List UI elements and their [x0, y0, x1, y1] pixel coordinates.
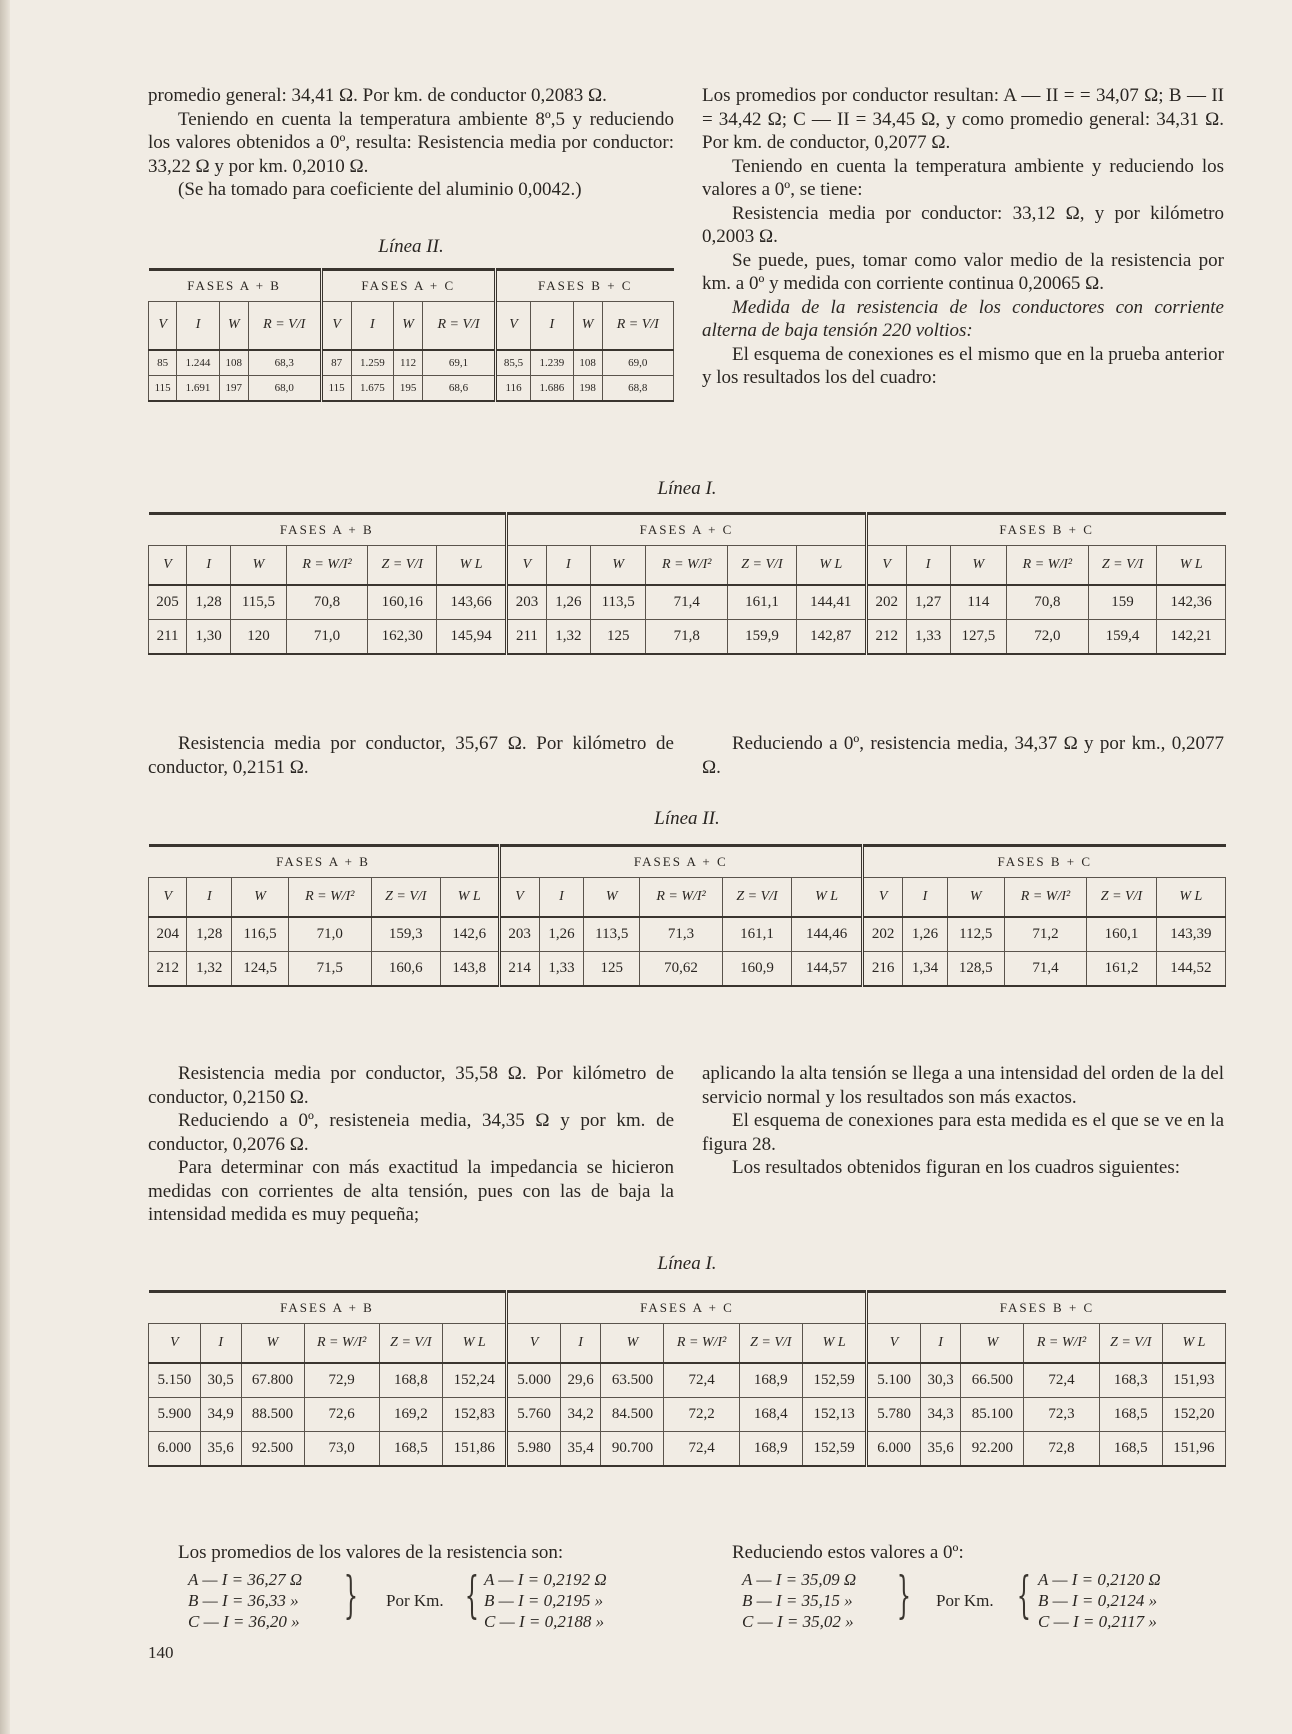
column-header: V	[866, 546, 906, 586]
averages-left-title	[148, 1541, 674, 1565]
table-cell: 71,4	[646, 585, 728, 620]
table-cell: 142,87	[796, 620, 866, 655]
column-header: V	[149, 546, 187, 586]
table-cell: 66.500	[961, 1363, 1024, 1398]
table-cell: 1,33	[906, 620, 950, 655]
column-header: W L	[802, 1324, 867, 1364]
column-header: R = W/I²	[304, 1324, 379, 1364]
table-cell: 152,59	[802, 1432, 867, 1467]
column-header: Z = V/I	[368, 546, 437, 586]
column-header: W L	[792, 878, 863, 918]
table-cell: 1.239	[531, 350, 574, 376]
table-cell: 70,8	[1007, 585, 1089, 620]
avg-value: A — I = 0,2192 Ω	[484, 1570, 607, 1589]
table-row	[149, 952, 1226, 987]
table-cell: 127,5	[950, 620, 1006, 655]
table-cell: 212	[149, 952, 187, 987]
table-cell: 1.259	[351, 350, 394, 376]
table-cell: 71,5	[289, 952, 372, 987]
table-cell: 160,1	[1087, 917, 1156, 952]
table-cell: 67.800	[241, 1363, 304, 1398]
avg-value: C — I = 0,2117 »	[1038, 1612, 1157, 1631]
table-row	[149, 1363, 1226, 1398]
avg-value: B — I = 36,33 »	[188, 1591, 299, 1610]
column-header: W	[950, 546, 1006, 586]
left-brace: {	[464, 1566, 480, 1624]
group-header: FASES A + C	[321, 270, 495, 302]
column-header: V	[149, 878, 187, 918]
table-cell: 114	[950, 585, 1006, 620]
column-header: R = W/I²	[646, 546, 728, 586]
column-header: W L	[440, 878, 499, 918]
paragraph: Los resultados obtenidos figuran en los cuadros siguientes:	[732, 1157, 1181, 1178]
table-cell: 113,5	[584, 917, 640, 952]
table-cell: 108	[573, 350, 602, 376]
table-cell: 1,26	[539, 917, 584, 952]
table-cell: 168,9	[739, 1432, 802, 1467]
table-cell: 5.780	[867, 1398, 920, 1432]
column-header: Z = V/I	[371, 878, 440, 918]
table-cell: 143,8	[440, 952, 499, 987]
table-cell: 143,39	[1156, 917, 1225, 952]
table-cell: 169,2	[379, 1398, 442, 1432]
table-cell: 5.000	[507, 1363, 560, 1398]
column-header: V	[863, 878, 903, 918]
table-cell: 108	[219, 350, 248, 376]
table-cell: 116	[495, 375, 530, 401]
table-cell: 144,41	[796, 585, 866, 620]
table-cell: 116,5	[232, 917, 289, 952]
table-cell: 160,9	[722, 952, 791, 987]
table-cell: 128,5	[947, 952, 1004, 987]
table-cell: 72,0	[1007, 620, 1089, 655]
column-header: V	[867, 1324, 920, 1364]
group-header: FASES A + B	[149, 514, 507, 546]
table-cell: 161,1	[728, 585, 797, 620]
table-cell: 1.675	[351, 375, 394, 401]
table-cell: 1,28	[187, 917, 232, 952]
table-cell: 85,5	[495, 350, 530, 376]
avg-value: C — I = 36,20 »	[188, 1612, 300, 1631]
table-cell: 144,57	[792, 952, 863, 987]
table-cell: 112,5	[947, 917, 1004, 952]
table-cell: 70,8	[286, 585, 368, 620]
paragraph: Resistencia media por conductor, 35,58 Ω. Por kilómetro de conductor, 0,2150 Ω.	[148, 1063, 674, 1108]
data-table-linea-i	[148, 512, 1226, 655]
table-cell: 168,5	[1099, 1398, 1162, 1432]
group-header: FASES A + C	[507, 1292, 867, 1324]
table-cell: 34,2	[560, 1398, 601, 1432]
table-cell: 72,2	[664, 1398, 739, 1432]
column-header: W	[961, 1324, 1024, 1364]
table-cell: 152,24	[442, 1363, 507, 1398]
table-cell: 30,5	[200, 1363, 241, 1398]
avg-value: C — I = 35,02 »	[742, 1612, 854, 1631]
column-header: W	[601, 1324, 664, 1364]
table-cell: 152,83	[442, 1398, 507, 1432]
table-row	[149, 917, 1226, 952]
per-km-label: Por Km.	[386, 1591, 444, 1610]
left-values-list	[188, 1569, 302, 1632]
avg-value: B — I = 0,2195 »	[484, 1591, 604, 1610]
column-header: R = W/I²	[1007, 546, 1089, 586]
table-cell: 202	[863, 917, 903, 952]
table-cell: 1,30	[187, 620, 231, 655]
column-header: Z = V/I	[379, 1324, 442, 1364]
table-cell: 151,96	[1162, 1432, 1225, 1467]
table-cell: 90.700	[601, 1432, 664, 1467]
table-cell: 144,46	[792, 917, 863, 952]
table-cell: 1.686	[531, 375, 574, 401]
table-cell: 69,1	[423, 350, 496, 376]
table-cell: 92.500	[241, 1432, 304, 1467]
table-cell: 168,8	[379, 1363, 442, 1398]
table-cell: 1,28	[187, 585, 231, 620]
column-header: W L	[437, 546, 507, 586]
column-header: Z = V/I	[1088, 546, 1157, 586]
table-cell: 203	[499, 917, 539, 952]
column-header: I	[351, 302, 394, 350]
table-cell: 72,9	[304, 1363, 379, 1398]
table-cell: 1,33	[539, 952, 584, 987]
table-cell: 30,3	[920, 1363, 961, 1398]
avg-value: A — I = 0,2120 Ω	[1038, 1570, 1161, 1589]
table-cell: 162,30	[368, 620, 437, 655]
column-header: Z = V/I	[1087, 878, 1156, 918]
paragraph-italic: Medida de la resistencia de los conductores con corriente alterna de baja tensión 220 voltios:	[702, 296, 1224, 341]
table-cell: 85	[149, 350, 177, 376]
table-cell: 71,8	[646, 620, 728, 655]
table-cell: 68,8	[602, 375, 673, 401]
column-header: R = V/I	[602, 302, 673, 350]
table-cell: 212	[866, 620, 906, 655]
right-brace: }	[343, 1566, 359, 1624]
table-row	[149, 350, 674, 376]
table-cell: 160,16	[368, 585, 437, 620]
avg-value: B — I = 35,15 »	[742, 1591, 853, 1610]
table-cell: 115	[321, 375, 351, 401]
table-row	[149, 620, 1226, 655]
column-header: R = W/I²	[289, 878, 372, 918]
table-cell: 72,4	[664, 1432, 739, 1467]
table-cell: 88.500	[241, 1398, 304, 1432]
table-cell: 195	[394, 375, 423, 401]
table-cell: 151,86	[442, 1432, 507, 1467]
column-header: V	[149, 302, 177, 350]
table-cell: 168,5	[379, 1432, 442, 1467]
paragraph: Reduciendo a 0º, resistencia media, 34,37 Ω y por km., 0,2077 Ω.	[702, 733, 1224, 778]
column-header: W	[241, 1324, 304, 1364]
paragraph: promedio general: 34,41 Ω. Por km. de conductor 0,2083 Ω.	[148, 85, 607, 106]
paragraph: Reduciendo estos valores a 0º:	[732, 1542, 964, 1563]
table-row	[149, 585, 1226, 620]
column-header: V	[507, 1324, 560, 1364]
table-cell: 159,9	[728, 620, 797, 655]
table-cell: 120	[231, 620, 286, 655]
table-cell: 1,34	[903, 952, 948, 987]
column-header: R = V/I	[423, 302, 496, 350]
column-header: W L	[442, 1324, 507, 1364]
column-header: V	[495, 302, 530, 350]
table-cell: 35,6	[920, 1432, 961, 1467]
mid-left-text	[148, 732, 674, 779]
table-cell: 113,5	[590, 585, 645, 620]
right-values-list	[742, 1569, 856, 1632]
column-header: I	[187, 878, 232, 918]
column-header: W L	[1157, 546, 1226, 586]
bottom-right-column	[702, 1062, 1224, 1180]
table-cell: 211	[507, 620, 547, 655]
paragraph: Resistencia media por conductor, 35,67 Ω. Por kilómetro de conductor, 0,2151 Ω.	[148, 733, 674, 778]
table-cell: 204	[149, 917, 187, 952]
column-header: I	[177, 302, 220, 350]
table-cell: 1,32	[187, 952, 232, 987]
data-table-linea-ii	[148, 844, 1226, 987]
group-header: FASES B + C	[863, 846, 1226, 878]
table-row	[149, 375, 674, 401]
right-km-list	[1038, 1569, 1161, 1632]
table-cell: 161,1	[722, 917, 791, 952]
mid-right-text	[702, 732, 1224, 779]
table-cell: 161,2	[1087, 952, 1156, 987]
avg-value: A — I = 36,27 Ω	[188, 1570, 303, 1589]
table-cell: 214	[499, 952, 539, 987]
table-cell: 202	[866, 585, 906, 620]
table-cell: 142,36	[1157, 585, 1226, 620]
table-cell: 168,3	[1099, 1363, 1162, 1398]
table-cell: 29,6	[560, 1363, 601, 1398]
table-cell: 72,6	[304, 1398, 379, 1432]
table-cell: 72,8	[1024, 1432, 1099, 1467]
table-cell: 124,5	[232, 952, 289, 987]
averages-right-title	[702, 1541, 1224, 1565]
table-cell: 92.200	[961, 1432, 1024, 1467]
table-cell: 142,21	[1157, 620, 1226, 655]
table-cell: 1.244	[177, 350, 220, 376]
table-cell: 159	[1088, 585, 1157, 620]
avg-value: C — I = 0,2188 »	[484, 1612, 605, 1631]
table-cell: 70,62	[640, 952, 723, 987]
table-cell: 216	[863, 952, 903, 987]
column-header: Z = V/I	[739, 1324, 802, 1364]
column-header: I	[539, 878, 584, 918]
column-header: I	[187, 546, 231, 586]
column-header: R = W/I²	[640, 878, 723, 918]
column-header: V	[149, 1324, 201, 1364]
table-cell: 211	[149, 620, 187, 655]
table-cell: 73,0	[304, 1432, 379, 1467]
column-header: W	[947, 878, 1004, 918]
column-header: W	[573, 302, 602, 350]
column-header: Z = V/I	[722, 878, 791, 918]
table-cell: 34,9	[200, 1398, 241, 1432]
paragraph: Los promedios por conductor resultan: A — II = = 34,07 Ω; B — II = 34,42 Ω; C — II = 34,45 Ω, y como promedio general: 34,31 Ω. Por km. de conductor, 0,2077 Ω.	[702, 85, 1224, 153]
column-header: W L	[1156, 878, 1225, 918]
column-header: I	[903, 878, 948, 918]
table-cell: 145,94	[437, 620, 507, 655]
small-data-table	[148, 268, 674, 402]
paragraph: El esquema de conexiones es el mismo que en la prueba anterior y los resultados los del cuadro:	[702, 343, 1224, 388]
table-cell: 125	[584, 952, 640, 987]
column-header: W L	[1162, 1324, 1225, 1364]
paragraph: Los promedios de los valores de la resistencia son:	[178, 1542, 564, 1563]
table-cell: 71,3	[640, 917, 723, 952]
table-cell: 152,13	[802, 1398, 867, 1432]
table-cell: 5.760	[507, 1398, 560, 1432]
table-cell: 1.691	[177, 375, 220, 401]
column-header: R = V/I	[248, 302, 321, 350]
table-cell: 142,6	[440, 917, 499, 952]
table-cell: 125	[590, 620, 645, 655]
table-cell: 115,5	[231, 585, 286, 620]
table-cell: 205	[149, 585, 187, 620]
table-cell: 85.100	[961, 1398, 1024, 1432]
avg-value: B — I = 0,2124 »	[1038, 1591, 1158, 1610]
table-cell: 1,27	[906, 585, 950, 620]
table-cell: 168,5	[1099, 1432, 1162, 1467]
group-header: FASES B + C	[866, 514, 1225, 546]
group-header: FASES A + B	[149, 270, 322, 302]
column-header: Z = V/I	[728, 546, 797, 586]
table-row	[149, 1398, 1226, 1432]
table-cell: 144,52	[1156, 952, 1225, 987]
paragraph: aplicando la alta tensión se llega a una intensidad del orden de la del servicio normal y los resultados son más exactos.	[702, 1063, 1224, 1108]
column-header: I	[200, 1324, 241, 1364]
column-header: W	[590, 546, 645, 586]
table-cell: 68,6	[423, 375, 496, 401]
table-cell: 87	[321, 350, 351, 376]
table-cell: 159,4	[1088, 620, 1157, 655]
table-row	[149, 1432, 1226, 1467]
paragraph: Resistencia media por conductor: 33,12 Ω, y por kilómetro 0,2003 Ω.	[702, 202, 1224, 247]
paragraph: Teniendo en cuenta la temperatura ambiente 8º,5 y reduciendo los valores obtenidos a 0º, resulta: Resistencia media por conductor: 33,22 Ω y por km. 0,2010 Ω.	[148, 108, 674, 177]
table-cell: 160,6	[371, 952, 440, 987]
table-cell: 5.150	[149, 1363, 201, 1398]
table-cell: 168,4	[739, 1398, 802, 1432]
column-header: W	[394, 302, 423, 350]
group-header: FASES A + B	[149, 846, 500, 878]
column-header: R = W/I²	[1024, 1324, 1099, 1364]
left-km-list	[484, 1569, 607, 1632]
table-cell: 197	[219, 375, 248, 401]
column-header: R = W/I²	[664, 1324, 739, 1364]
per-km-label: Por Km.	[936, 1591, 994, 1610]
paragraph: Reduciendo a 0º, resisteneia media, 34,35 Ω y por km. de conductor, 0,2076 Ω.	[148, 1110, 674, 1155]
column-header: I	[531, 302, 574, 350]
table-cell: 5.980	[507, 1432, 560, 1467]
column-header: W	[584, 878, 640, 918]
table-cell: 6.000	[867, 1432, 920, 1467]
table-cell: 72,3	[1024, 1398, 1099, 1432]
column-header: Z = V/I	[1099, 1324, 1162, 1364]
table-cell: 151,93	[1162, 1363, 1225, 1398]
left-brace: {	[1016, 1566, 1032, 1624]
page-number: 140	[148, 1643, 174, 1662]
table-cell: 69,0	[602, 350, 673, 376]
table-cell: 84.500	[601, 1398, 664, 1432]
table-cell: 143,66	[437, 585, 507, 620]
paragraph: (Se ha tomado para coeficiente del aluminio 0,0042.)	[178, 179, 582, 200]
table-cell: 152,20	[1162, 1398, 1225, 1432]
table-cell: 168,9	[739, 1363, 802, 1398]
table-cell: 34,3	[920, 1398, 961, 1432]
column-header: W L	[796, 546, 866, 586]
group-header: FASES B + C	[495, 270, 673, 302]
table-cell: 71,0	[289, 917, 372, 952]
group-header: FASES A + B	[149, 1292, 507, 1324]
column-header: I	[546, 546, 590, 586]
table-cell: 152,59	[802, 1363, 867, 1398]
group-header: FASES A + C	[499, 846, 863, 878]
table-cell: 1,26	[903, 917, 948, 952]
table-heading: Línea I.	[657, 478, 717, 499]
table-cell: 68,3	[248, 350, 321, 376]
table-cell: 198	[573, 375, 602, 401]
column-header: W	[231, 546, 286, 586]
column-header: V	[499, 878, 539, 918]
data-table-linea-i-alta-tension	[148, 1290, 1226, 1467]
top-left-column	[148, 84, 674, 202]
table-cell: 72,4	[1024, 1363, 1099, 1398]
table-cell: 1,32	[546, 620, 590, 655]
group-header: FASES A + C	[507, 514, 867, 546]
table-heading: Línea II.	[378, 236, 444, 257]
table-cell: 71,4	[1004, 952, 1087, 987]
column-header: R = W/I²	[286, 546, 368, 586]
table-cell: 1,26	[546, 585, 590, 620]
table-cell: 63.500	[601, 1363, 664, 1398]
column-header: W	[219, 302, 248, 350]
paragraph: Para determinar con más exactitud la impedancia se hicieron medidas con corrientes de alta tensión, pues con las de baja la intensidad medida es muy pequeña;	[148, 1157, 674, 1225]
table-cell: 71,0	[286, 620, 368, 655]
column-header: I	[906, 546, 950, 586]
table-heading: Línea I.	[657, 1253, 717, 1274]
column-header: V	[507, 546, 547, 586]
column-header: W	[232, 878, 289, 918]
table-cell: 159,3	[371, 917, 440, 952]
group-header: FASES B + C	[867, 1292, 1226, 1324]
column-header: I	[560, 1324, 601, 1364]
table-cell: 35,4	[560, 1432, 601, 1467]
page-binding-edge	[0, 0, 10, 1734]
avg-value: A — I = 35,09 Ω	[742, 1570, 857, 1589]
top-right-column	[702, 84, 1224, 390]
paragraph: Teniendo en cuenta la temperatura ambiente y reduciendo los valores a 0º, se tiene:	[702, 155, 1224, 200]
table-heading: Línea II.	[654, 808, 720, 829]
table-cell: 5.900	[149, 1398, 201, 1432]
column-header: R = W/I²	[1004, 878, 1087, 918]
column-header: I	[920, 1324, 961, 1364]
bottom-left-column	[148, 1062, 674, 1227]
right-brace: }	[896, 1566, 912, 1624]
table-cell: 203	[507, 585, 547, 620]
paragraph: El esquema de conexiones para esta medida es el que se ve en la figura 28.	[702, 1110, 1224, 1155]
table-cell: 71,2	[1004, 917, 1087, 952]
table-cell: 35,6	[200, 1432, 241, 1467]
table-cell: 5.100	[867, 1363, 920, 1398]
table-cell: 112	[394, 350, 423, 376]
paragraph: Se puede, pues, tomar como valor medio de la resistencia por km. a 0º y medida con corriente continua 0,20065 Ω.	[702, 249, 1224, 294]
table-cell: 68,0	[248, 375, 321, 401]
table-cell: 6.000	[149, 1432, 201, 1467]
table-cell: 115	[149, 375, 177, 401]
table-cell: 72,4	[664, 1363, 739, 1398]
column-header: V	[321, 302, 351, 350]
